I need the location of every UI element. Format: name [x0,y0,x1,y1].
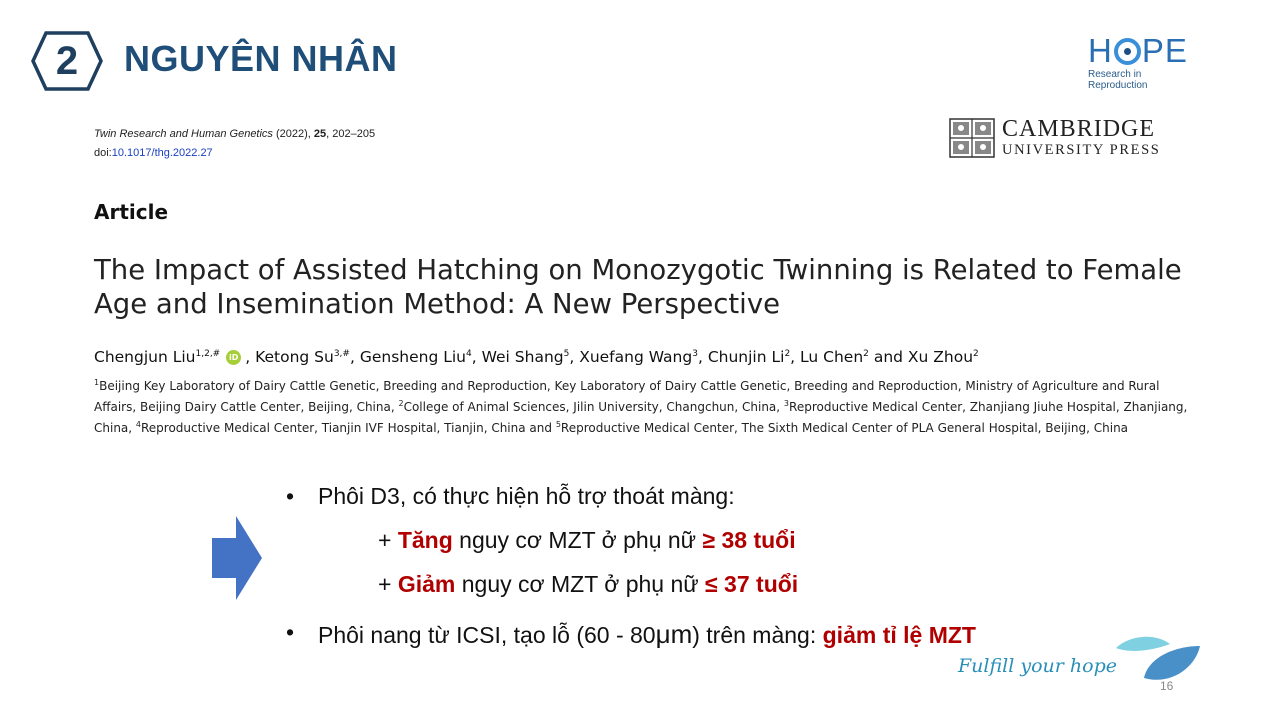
paper-title: The Impact of Assisted Hatching on Monozygotic Twinning is Related to Female Age and Insemination Method: A New Perspective [94,254,1182,320]
author-sup: 5 [563,348,570,359]
cambridge-line1: CAMBRIDGE [1002,116,1156,142]
bullet-text: Phôi D3, có thực hiện hỗ trợ thoát màng: [318,483,735,509]
doi-label: doi: [94,147,112,159]
unit-micrometer: μm [655,619,693,649]
sub-bullet-prefix: + [378,571,398,597]
section-number: 2 [55,39,79,83]
bullet-item [286,619,976,650]
highlight-result: giảm tỉ lệ MZT [822,622,976,648]
author-sup: 4 [466,348,472,359]
bullet-item [286,483,735,510]
bullet-symbol: • [286,619,295,645]
doi-line [94,147,213,159]
affiliation-text: Reproductive Medical Center, Zhanjiang Jiuhe Hospital, Zhanjiang, China, [94,400,1188,435]
hope-logo-pe: PE [1141,32,1188,69]
bullet-symbol: • [286,483,295,509]
cambridge-line2: UNIVERSITY PRESS [1002,142,1161,158]
highlight-age: ≤ 37 tuổi [705,571,799,597]
affiliation-sup: 2 [398,399,404,408]
leaf-logo-icon [1114,634,1204,686]
affiliation-text: Reproductive Medical Center, The Sixth Medical Center of PLA General Hospital, Beijing, China [560,421,1129,435]
journal-name: Twin Research and Human Genetics [94,128,273,140]
author-list: Chengjun Liu$^{1,2,\#}$ iD , Ketong $Su^{3,\#}$, Gensheng Liu$^4$, Wei Shang$^5$, Xuefang Wang$^3$, Chunjin Li$^2$, Lu Chen$^2$ and Xu Zhou$^2$ [94,348,979,366]
affiliation-sup: 3 [783,399,790,408]
affiliation-sup: 1 [94,378,100,387]
author-name: Wei Shang [481,348,564,366]
bullet-text-after: ) trên màng: [692,622,823,648]
cambridge-shield-icon [949,118,995,158]
affiliation-text: Beijing Key Laboratory of Dairy Cattle Genetic, Breeding and Reproduction, Key Laboratory of Dairy Cattle Genetic, Breeding and Reproduction, Ministry of Agriculture and Rural Affairs, Beijing Dairy Cattle Center, Beijing, China, [94,379,1160,414]
sub-bullet-text: nguy cơ MZT ở phụ nữ [452,527,703,553]
eye-icon [1114,38,1141,65]
author-name: Lu Chen [800,348,864,366]
author-sup: 1,2,# [195,348,221,359]
slide-title: NGUYÊN NHÂN [124,38,398,79]
journal-citation [94,128,375,140]
affiliation-text: College of Animal Sciences, Jilin University, Changchun, China, [403,400,784,414]
sub-bullet-text: nguy cơ MZT ở phụ nữ [455,571,706,597]
hope-logo-h: H [1088,32,1113,69]
right-arrow-icon [212,516,262,600]
affiliation-sup: 5 [555,420,561,429]
highlight-decrease: Giảm [397,571,456,597]
author-sup: 3,# [333,348,350,359]
author-name: Chunjin Li [707,348,785,366]
sub-bullet-item [378,527,796,554]
author-name: Chengjun Liu [94,348,196,366]
orcid-icon[interactable]: iD [226,350,241,365]
article-label: Article [94,200,169,224]
affiliation-text: Reproductive Medical Center, Tianjin IVF Hospital, Tianjin, China and [141,421,556,435]
author-sup: 3 [692,348,698,359]
author-sup: 2 [784,348,791,359]
affiliation-sup: 4 [135,420,141,429]
hope-logo [1088,32,1203,91]
journal-pages: , 202–205 [326,128,376,140]
author-name: Ketong Su [255,348,334,366]
citation-year: (2022), [272,128,314,140]
author-sup: 2 [863,348,869,359]
author-sup: 2 [973,348,979,359]
author-name: Xu Zhou [907,348,974,366]
author-name: Xuefang Wang [579,348,693,366]
highlight-age: ≥ 38 tuổi [702,527,796,553]
author-name: Gensheng Liu [359,348,466,366]
highlight-increase: Tăng [397,527,453,553]
sub-bullet-prefix: + [378,527,398,553]
doi-link[interactable]: 10.1017/thg.2022.27 [111,147,213,159]
page-number: 16 [1160,679,1174,693]
journal-volume: 25 [313,128,327,140]
bullet-text: Phôi nang từ ICSI, tạo lỗ (60 - 80 [318,622,656,648]
hope-logo-subtitle: Research in Reproduction [1088,69,1148,91]
sub-bullet-item [378,571,798,598]
cambridge-logo-text [1002,116,1160,158]
affiliations [94,374,1194,437]
tagline: Fulfill your hope [958,655,1117,677]
